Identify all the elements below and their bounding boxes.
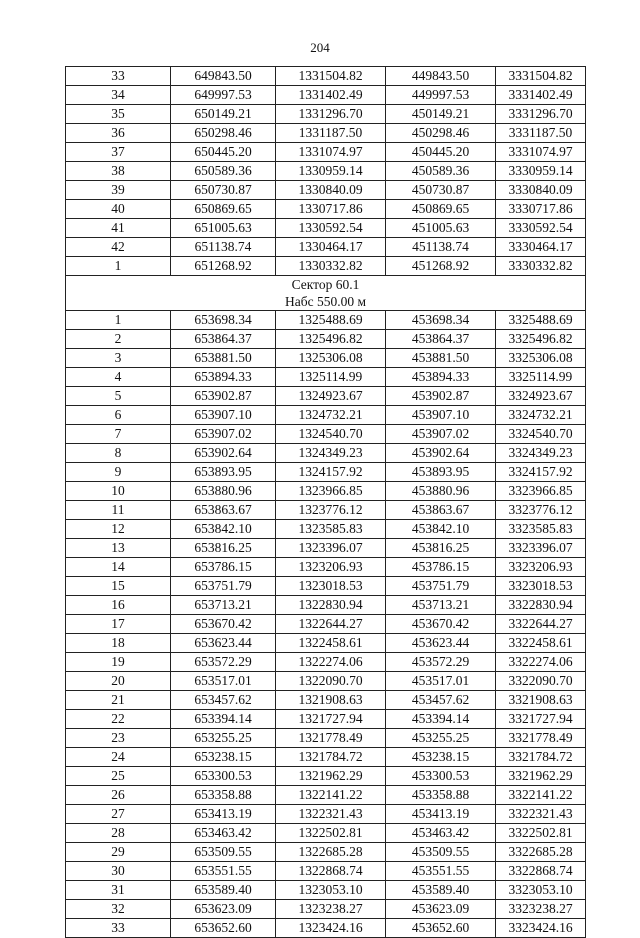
coord-x-cell: 653880.96 [171,482,276,501]
coord-y2-cell: 3330717.86 [496,200,586,219]
sector-height: Набс 550.00 м [284,294,367,309]
coord-x2-cell: 450445.20 [386,143,496,162]
point-number-cell: 33 [66,919,171,938]
coord-x-cell: 651005.63 [171,219,276,238]
coord-x-cell: 653652.60 [171,919,276,938]
coord-x2-cell: 453589.40 [386,881,496,900]
coord-x-cell: 653589.40 [171,881,276,900]
coord-x-cell: 653842.10 [171,520,276,539]
coord-y2-cell: 3321784.72 [496,748,586,767]
point-number-cell: 5 [66,387,171,406]
coord-x2-cell: 449843.50 [386,67,496,86]
coord-y-cell: 1331074.97 [276,143,386,162]
coord-x-cell: 653751.79 [171,577,276,596]
coord-y2-cell: 3321908.63 [496,691,586,710]
coord-y2-cell: 3323966.85 [496,482,586,501]
coord-x2-cell: 453864.37 [386,330,496,349]
coord-y2-cell: 3323776.12 [496,501,586,520]
table-row [66,200,586,219]
coord-y-cell: 1322685.28 [276,843,386,862]
coord-y2-cell: 3323238.27 [496,900,586,919]
coord-y2-cell: 3325306.08 [496,349,586,368]
coord-x2-cell: 453652.60 [386,919,496,938]
coord-x2-cell: 453893.95 [386,463,496,482]
coord-y-cell: 1322458.61 [276,634,386,653]
table-row [66,219,586,238]
coord-y2-cell: 3324540.70 [496,425,586,444]
point-number-cell: 1 [66,311,171,330]
coord-y2-cell: 3322868.74 [496,862,586,881]
coord-x2-cell: 453358.88 [386,786,496,805]
coord-y-cell: 1323585.83 [276,520,386,539]
coord-x-cell: 653902.87 [171,387,276,406]
coord-y2-cell: 3331402.49 [496,86,586,105]
coord-y-cell: 1322830.94 [276,596,386,615]
coord-x2-cell: 453907.10 [386,406,496,425]
coord-y2-cell: 3322644.27 [496,615,586,634]
table-row [66,748,586,767]
coord-y-cell: 1324540.70 [276,425,386,444]
coord-x-cell: 649843.50 [171,67,276,86]
coord-x-cell: 653300.53 [171,767,276,786]
coord-x-cell: 653816.25 [171,539,276,558]
table-row [66,862,586,881]
coord-x2-cell: 453300.53 [386,767,496,786]
table-row [66,900,586,919]
coord-y2-cell: 3323396.07 [496,539,586,558]
coord-x-cell: 653551.55 [171,862,276,881]
coord-x-cell: 653902.64 [171,444,276,463]
coord-y-cell: 1322868.74 [276,862,386,881]
point-number-cell: 18 [66,634,171,653]
coord-x2-cell: 453255.25 [386,729,496,748]
coord-x2-cell: 453751.79 [386,577,496,596]
coord-x-cell: 649997.53 [171,86,276,105]
point-number-cell: 22 [66,710,171,729]
coord-y-cell: 1325488.69 [276,311,386,330]
point-number-cell: 38 [66,162,171,181]
table-row [66,238,586,257]
point-number-cell: 30 [66,862,171,881]
sector-header-row [66,276,586,311]
coord-x2-cell: 450149.21 [386,105,496,124]
coord-x2-cell: 453623.09 [386,900,496,919]
coord-x-cell: 653623.09 [171,900,276,919]
coord-x2-cell: 453786.15 [386,558,496,577]
coord-y2-cell: 3322321.43 [496,805,586,824]
point-number-cell: 24 [66,748,171,767]
coord-y2-cell: 3321778.49 [496,729,586,748]
coord-x2-cell: 451268.92 [386,257,496,276]
coord-y-cell: 1321727.94 [276,710,386,729]
table-row [66,257,586,276]
point-number-cell: 16 [66,596,171,615]
coord-x-cell: 653863.67 [171,501,276,520]
coord-y2-cell: 3321727.94 [496,710,586,729]
coord-y2-cell: 3322274.06 [496,653,586,672]
coord-y-cell: 1331296.70 [276,105,386,124]
coord-x2-cell: 453713.21 [386,596,496,615]
coord-y-cell: 1322090.70 [276,672,386,691]
coord-y-cell: 1331187.50 [276,124,386,143]
coord-x2-cell: 453623.44 [386,634,496,653]
table-row [66,767,586,786]
coord-x2-cell: 453902.64 [386,444,496,463]
point-number-cell: 21 [66,691,171,710]
coord-x2-cell: 453880.96 [386,482,496,501]
coord-y2-cell: 3323018.53 [496,577,586,596]
coord-x-cell: 651138.74 [171,238,276,257]
table-row [66,105,586,124]
point-number-cell: 35 [66,105,171,124]
coord-y-cell: 1322321.43 [276,805,386,824]
point-number-cell: 19 [66,653,171,672]
coord-x-cell: 653623.44 [171,634,276,653]
coord-x-cell: 653698.34 [171,311,276,330]
table-row [66,349,586,368]
coord-x-cell: 653413.19 [171,805,276,824]
table-row [66,634,586,653]
table-row [66,577,586,596]
table-row [66,520,586,539]
coord-x2-cell: 451005.63 [386,219,496,238]
table-row [66,786,586,805]
point-number-cell: 41 [66,219,171,238]
coord-y-cell: 1322141.22 [276,786,386,805]
point-number-cell: 6 [66,406,171,425]
coord-x2-cell: 450589.36 [386,162,496,181]
coord-x-cell: 653517.01 [171,672,276,691]
point-number-cell: 23 [66,729,171,748]
coord-x-cell: 653881.50 [171,349,276,368]
coord-y2-cell: 3324157.92 [496,463,586,482]
coord-x-cell: 651268.92 [171,257,276,276]
coord-x-cell: 653572.29 [171,653,276,672]
point-number-cell: 13 [66,539,171,558]
coord-x2-cell: 453698.34 [386,311,496,330]
coord-y2-cell: 3322090.70 [496,672,586,691]
table-row [66,729,586,748]
coord-y-cell: 1330959.14 [276,162,386,181]
coord-x-cell: 650298.46 [171,124,276,143]
coord-y2-cell: 3325114.99 [496,368,586,387]
table-row [66,444,586,463]
point-number-cell: 39 [66,181,171,200]
coord-y-cell: 1331504.82 [276,67,386,86]
coord-x2-cell: 450298.46 [386,124,496,143]
coord-y2-cell: 3330464.17 [496,238,586,257]
table-row [66,143,586,162]
coord-y-cell: 1330840.09 [276,181,386,200]
table-row [66,691,586,710]
coord-x-cell: 653907.10 [171,406,276,425]
coord-x-cell: 653509.55 [171,843,276,862]
coord-x2-cell: 453413.19 [386,805,496,824]
sector-header-group [66,276,586,311]
coord-x2-cell: 453894.33 [386,368,496,387]
table-row [66,311,586,330]
coord-y2-cell: 3324349.23 [496,444,586,463]
coord-y2-cell: 3324923.67 [496,387,586,406]
coord-y-cell: 1323018.53 [276,577,386,596]
table-row [66,425,586,444]
table-row [66,162,586,181]
coord-y2-cell: 3330332.82 [496,257,586,276]
table-row [66,881,586,900]
table-row [66,406,586,425]
coord-x2-cell: 453517.01 [386,672,496,691]
coord-y2-cell: 3322502.81 [496,824,586,843]
coord-y-cell: 1324732.21 [276,406,386,425]
coord-x2-cell: 453902.87 [386,387,496,406]
coord-x2-cell: 453842.10 [386,520,496,539]
table-row [66,482,586,501]
coord-x-cell: 653394.14 [171,710,276,729]
coord-x-cell: 653786.15 [171,558,276,577]
table-row [66,181,586,200]
coord-x-cell: 650445.20 [171,143,276,162]
coord-x2-cell: 453238.15 [386,748,496,767]
coord-y-cell: 1324923.67 [276,387,386,406]
coord-y2-cell: 3323585.83 [496,520,586,539]
coord-x-cell: 653894.33 [171,368,276,387]
coord-x-cell: 650869.65 [171,200,276,219]
coord-x-cell: 650149.21 [171,105,276,124]
coord-y-cell: 1323053.10 [276,881,386,900]
point-number-cell: 34 [66,86,171,105]
coord-x-cell: 650730.87 [171,181,276,200]
point-number-cell: 3 [66,349,171,368]
coord-x-cell: 653255.25 [171,729,276,748]
sector-header-cell [66,276,586,311]
coord-y2-cell: 3323053.10 [496,881,586,900]
coord-x2-cell: 453394.14 [386,710,496,729]
coord-x2-cell: 451138.74 [386,238,496,257]
table-row [66,843,586,862]
point-number-cell: 1 [66,257,171,276]
point-number-cell: 29 [66,843,171,862]
table-row [66,653,586,672]
coord-y2-cell: 3325488.69 [496,311,586,330]
table-body-before-sector [66,67,586,276]
point-number-cell: 10 [66,482,171,501]
coord-y2-cell: 3322830.94 [496,596,586,615]
table-row [66,330,586,349]
coord-x-cell: 653893.95 [171,463,276,482]
table-row [66,824,586,843]
coord-y-cell: 1322274.06 [276,653,386,672]
coord-y-cell: 1321784.72 [276,748,386,767]
coord-x2-cell: 453670.42 [386,615,496,634]
point-number-cell: 14 [66,558,171,577]
coord-y-cell: 1331402.49 [276,86,386,105]
table-body-after-sector [66,311,586,938]
coord-y2-cell: 3331187.50 [496,124,586,143]
point-number-cell: 42 [66,238,171,257]
coord-y2-cell: 3324732.21 [496,406,586,425]
coord-x-cell: 653238.15 [171,748,276,767]
coord-x2-cell: 453509.55 [386,843,496,862]
point-number-cell: 26 [66,786,171,805]
coord-y-cell: 1330592.54 [276,219,386,238]
table-row [66,919,586,938]
coord-y-cell: 1322502.81 [276,824,386,843]
coord-x-cell: 653463.42 [171,824,276,843]
table-row [66,368,586,387]
coord-x2-cell: 453881.50 [386,349,496,368]
point-number-cell: 8 [66,444,171,463]
coord-x2-cell: 453907.02 [386,425,496,444]
coordinates-table [65,66,586,938]
table-row [66,86,586,105]
coord-y-cell: 1323396.07 [276,539,386,558]
coord-y-cell: 1330717.86 [276,200,386,219]
coord-y2-cell: 3331074.97 [496,143,586,162]
coord-y2-cell: 3322685.28 [496,843,586,862]
coord-y2-cell: 3331296.70 [496,105,586,124]
coord-y-cell: 1321778.49 [276,729,386,748]
coord-y2-cell: 3323424.16 [496,919,586,938]
coord-y-cell: 1323238.27 [276,900,386,919]
point-number-cell: 33 [66,67,171,86]
coord-y-cell: 1321962.29 [276,767,386,786]
point-number-cell: 9 [66,463,171,482]
page-number: 204 [310,40,330,55]
coord-x-cell: 653907.02 [171,425,276,444]
table-row [66,558,586,577]
table-row [66,463,586,482]
point-number-cell: 36 [66,124,171,143]
coord-y-cell: 1323966.85 [276,482,386,501]
coord-x2-cell: 453463.42 [386,824,496,843]
table-row [66,805,586,824]
coord-y2-cell: 3322141.22 [496,786,586,805]
point-number-cell: 28 [66,824,171,843]
coord-x-cell: 653864.37 [171,330,276,349]
coord-y2-cell: 3330959.14 [496,162,586,181]
point-number-cell: 7 [66,425,171,444]
coord-x-cell: 653358.88 [171,786,276,805]
coord-y-cell: 1330332.82 [276,257,386,276]
point-number-cell: 40 [66,200,171,219]
coord-y2-cell: 3330840.09 [496,181,586,200]
table-row [66,501,586,520]
coord-y-cell: 1324157.92 [276,463,386,482]
coord-y-cell: 1323424.16 [276,919,386,938]
coord-x2-cell: 449997.53 [386,86,496,105]
table-row [66,596,586,615]
coord-y-cell: 1323206.93 [276,558,386,577]
point-number-cell: 31 [66,881,171,900]
coord-y-cell: 1325306.08 [276,349,386,368]
table-row [66,615,586,634]
coord-x2-cell: 453572.29 [386,653,496,672]
point-number-cell: 27 [66,805,171,824]
coord-y-cell: 1322644.27 [276,615,386,634]
coord-x-cell: 653457.62 [171,691,276,710]
coord-y-cell: 1330464.17 [276,238,386,257]
table-row [66,672,586,691]
coord-y2-cell: 3323206.93 [496,558,586,577]
coord-x2-cell: 450730.87 [386,181,496,200]
coord-x2-cell: 450869.65 [386,200,496,219]
coord-y2-cell: 3331504.82 [496,67,586,86]
coord-x2-cell: 453816.25 [386,539,496,558]
point-number-cell: 32 [66,900,171,919]
coord-y-cell: 1323776.12 [276,501,386,520]
coord-y2-cell: 3325496.82 [496,330,586,349]
point-number-cell: 15 [66,577,171,596]
coord-y2-cell: 3321962.29 [496,767,586,786]
sector-title: Сектор 60.1 [291,277,360,292]
coord-y2-cell: 3330592.54 [496,219,586,238]
table-row [66,539,586,558]
point-number-cell: 20 [66,672,171,691]
point-number-cell: 11 [66,501,171,520]
coord-y2-cell: 3322458.61 [496,634,586,653]
coord-x-cell: 653713.21 [171,596,276,615]
coord-x2-cell: 453551.55 [386,862,496,881]
table-row [66,67,586,86]
table-row [66,124,586,143]
point-number-cell: 37 [66,143,171,162]
table-row [66,387,586,406]
coord-y-cell: 1324349.23 [276,444,386,463]
coord-y-cell: 1325496.82 [276,330,386,349]
coord-y-cell: 1321908.63 [276,691,386,710]
coord-x-cell: 650589.36 [171,162,276,181]
coord-x2-cell: 453457.62 [386,691,496,710]
coord-x-cell: 653670.42 [171,615,276,634]
point-number-cell: 12 [66,520,171,539]
coord-x2-cell: 453863.67 [386,501,496,520]
table-row [66,710,586,729]
point-number-cell: 2 [66,330,171,349]
point-number-cell: 4 [66,368,171,387]
point-number-cell: 25 [66,767,171,786]
point-number-cell: 17 [66,615,171,634]
coord-y-cell: 1325114.99 [276,368,386,387]
